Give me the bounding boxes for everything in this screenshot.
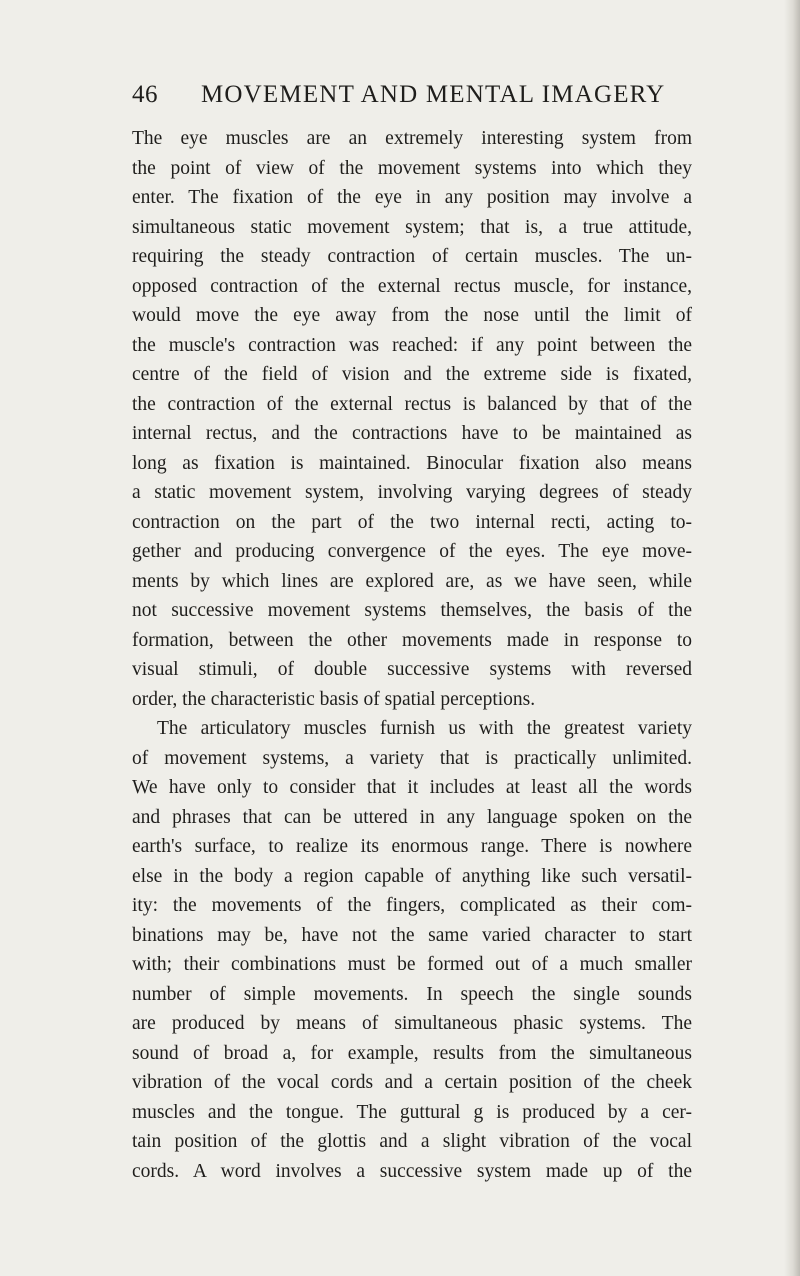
text-line: the point of view of the movement systems into which they bbox=[132, 157, 692, 179]
page-header bbox=[132, 80, 692, 110]
text-line: binations may be, have not the same varied character to start bbox=[132, 924, 692, 946]
text-line: and phrases that can be uttered in any language spoken on the bbox=[132, 806, 692, 828]
text-line: long as fixation is maintained. Binocular fixation also means bbox=[132, 452, 692, 474]
text-line: requiring the steady contraction of certain muscles. The un- bbox=[132, 246, 692, 267]
running-head: MOVEMENT AND MENTAL IMAGERY bbox=[201, 81, 666, 108]
text-line: the muscle's contraction was reached: if any point between the bbox=[132, 334, 692, 356]
text-line: are produced by means of simultaneous phasic systems. The bbox=[132, 1013, 692, 1034]
text-line: tain position of the glottis and a slight vibration of the vocal bbox=[132, 1131, 692, 1152]
text-line: ments by which lines are explored are, as we have seen, while bbox=[132, 570, 692, 592]
text-line: not successive movement systems themselves, the basis of the bbox=[132, 600, 692, 621]
text-line: enter. The fixation of the eye in any position may involve a bbox=[132, 187, 692, 208]
paragraph-start-line: The articulatory muscles furnish us with the greatest variety bbox=[157, 718, 692, 739]
text-line: number of simple movements. In speech the single sounds bbox=[132, 983, 692, 1005]
text-line: vibration of the vocal cords and a certain position of the cheek bbox=[132, 1072, 692, 1093]
text-line: sound of broad a, for example, results from the simultaneous bbox=[132, 1042, 692, 1064]
text-line: ity: the movements of the fingers, complicated as their com- bbox=[132, 895, 692, 916]
paragraph-end-line: order, the characteristic basis of spatial perceptions. bbox=[132, 688, 536, 710]
text-line: earth's surface, to realize its enormous range. There is nowhere bbox=[132, 836, 692, 857]
text-line: contraction on the part of the two internal recti, acting to- bbox=[132, 511, 692, 533]
text-line: centre of the field of vision and the extreme side is fixated, bbox=[132, 364, 692, 385]
text-line: else in the body a region capable of anything like such versatil- bbox=[132, 865, 692, 887]
page-edge-shadow bbox=[784, 0, 800, 1276]
text-line: formation, between the other movements made in response to bbox=[132, 629, 692, 651]
text-line: The eye muscles are an extremely interesting system from bbox=[132, 128, 692, 149]
text-line: simultaneous static movement system; that is, a true attitude, bbox=[132, 216, 692, 238]
text-line: of movement systems, a variety that is practically unlimited. bbox=[132, 747, 692, 769]
text-line: the contraction of the external rectus is balanced by that of the bbox=[132, 393, 692, 415]
text-line: a static movement system, involving varying degrees of steady bbox=[132, 482, 692, 503]
body-text bbox=[132, 124, 692, 1186]
text-line: with; their combinations must be formed out of a much smaller bbox=[132, 954, 692, 975]
text-line: muscles and the tongue. The guttural g is produced by a cer- bbox=[132, 1101, 692, 1123]
text-line: visual stimuli, of double successive systems with reversed bbox=[132, 659, 692, 680]
text-line: cords. A word involves a successive system made up of the bbox=[132, 1160, 692, 1182]
page-number: 46 bbox=[132, 81, 158, 108]
text-line: We have only to consider that it includes at least all the words bbox=[132, 777, 692, 798]
text-line: gether and producing convergence of the eyes. The eye move- bbox=[132, 541, 692, 562]
text-line: opposed contraction of the external rectus muscle, for instance, bbox=[132, 275, 692, 297]
text-line: internal rectus, and the contractions have to be maintained as bbox=[132, 423, 692, 444]
text-line: would move the eye away from the nose until the limit of bbox=[132, 305, 692, 326]
